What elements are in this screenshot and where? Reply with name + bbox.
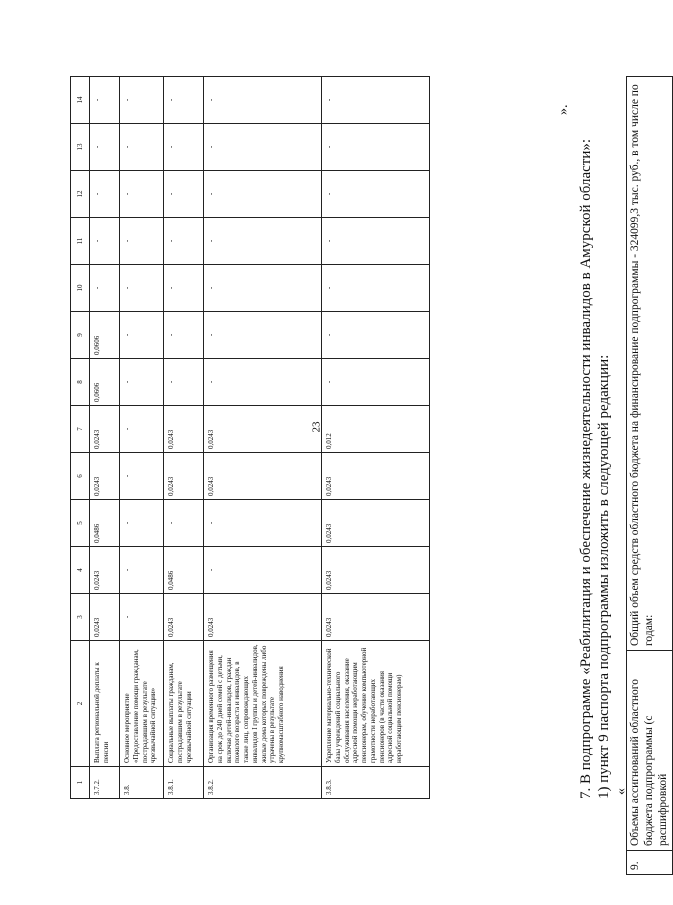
value-cell: 0,0243 <box>90 594 120 641</box>
value-cell: 0,0606 <box>90 312 120 359</box>
value-cell: - <box>204 124 322 171</box>
value-cell: - <box>120 547 164 594</box>
value-cell: - <box>322 359 430 406</box>
passport-label: Объемы ассигнований областного бюджета подпрограммы (с расшифровкой <box>627 651 673 851</box>
value-cell: - <box>120 312 164 359</box>
passport-row <box>627 77 673 875</box>
value-cell: - <box>120 171 164 218</box>
value-cell: - <box>120 453 164 500</box>
opening-quote: « <box>614 788 629 795</box>
column-number: 1 <box>71 767 90 799</box>
row-number: 3.8. <box>120 767 164 799</box>
column-number: 14 <box>71 77 90 124</box>
value-cell: - <box>322 171 430 218</box>
closing-quote: ». <box>556 104 571 115</box>
column-number: 5 <box>71 500 90 547</box>
value-cell: - <box>204 265 322 312</box>
value-cell: - <box>90 171 120 218</box>
table-row <box>164 77 204 799</box>
value-cell: - <box>164 171 204 218</box>
table-row <box>204 77 322 799</box>
column-number: 10 <box>71 265 90 312</box>
value-cell: - <box>164 500 204 547</box>
row-name: Организация временного размещения на срок до 240 дней семей с детьми, включая детей-инвалидов, граждан пожилого возраста и инвалидов, в также лиц, сопровождающих инвалидов I группы и детей-инвалидов, жилые дома которых повреждены либо утрачены в результате крупномасштабного наводнения <box>204 641 322 767</box>
value-cell: - <box>204 500 322 547</box>
value-cell: 0,0243 <box>164 594 204 641</box>
value-cell: - <box>204 171 322 218</box>
amendment-heading: 7. В подпрограмме «Реабилитация и обеспечение жизнедеятельности инвалидов в Амурской области»: <box>578 138 594 799</box>
value-cell: 0,012 <box>322 406 430 453</box>
row-name: Социальные выплаты гражданам, пострадавшим в результате чрезвычайной ситуации <box>164 641 204 767</box>
value-cell: - <box>164 218 204 265</box>
table-row <box>322 77 430 799</box>
value-cell: - <box>90 124 120 171</box>
column-number: 12 <box>71 171 90 218</box>
value-cell: - <box>204 359 322 406</box>
value-cell: - <box>204 218 322 265</box>
value-cell: - <box>164 265 204 312</box>
value-cell: - <box>120 359 164 406</box>
column-number: 9 <box>71 312 90 359</box>
value-cell: 0,0243 <box>322 500 430 547</box>
value-cell: 0,0243 <box>204 406 322 453</box>
table-row <box>90 77 120 799</box>
column-number: 11 <box>71 218 90 265</box>
value-cell: - <box>90 265 120 312</box>
row-number: 3.8.3. <box>322 767 430 799</box>
value-cell: - <box>120 406 164 453</box>
value-cell: - <box>120 124 164 171</box>
value-cell: - <box>164 124 204 171</box>
value-cell: - <box>120 594 164 641</box>
amendment-subheading: 1) пункт 9 паспорта подпрограммы изложить в следующей редакции: <box>596 354 612 799</box>
value-cell: 0,0243 <box>164 453 204 500</box>
column-number: 7 <box>71 406 90 453</box>
value-cell: - <box>322 312 430 359</box>
value-cell: 0,0243 <box>90 547 120 594</box>
value-cell: - <box>322 77 430 124</box>
value-cell: - <box>204 547 322 594</box>
value-cell: 0,0243 <box>204 453 322 500</box>
value-cell: - <box>164 77 204 124</box>
passport-table <box>626 76 673 875</box>
value-cell: 0,0243 <box>204 594 322 641</box>
value-cell: 0,0486 <box>90 500 120 547</box>
value-cell: - <box>90 77 120 124</box>
value-cell: - <box>322 218 430 265</box>
value-cell: - <box>120 77 164 124</box>
column-number-row <box>71 77 90 799</box>
column-number: 13 <box>71 124 90 171</box>
value-cell: 0,0243 <box>90 406 120 453</box>
value-cell: - <box>322 124 430 171</box>
value-cell: 0,0243 <box>322 453 430 500</box>
value-cell: - <box>120 218 164 265</box>
value-cell: - <box>322 265 430 312</box>
value-cell: - <box>164 359 204 406</box>
value-cell: - <box>120 500 164 547</box>
row-number: 3.7.2. <box>90 767 120 799</box>
table-row <box>120 77 164 799</box>
row-name: Основное мероприятие «Предоставление помощи гражданам, пострадавшим в результате чрезвычайной ситуации» <box>120 641 164 767</box>
value-cell: - <box>204 312 322 359</box>
page-number: 23 <box>310 421 323 433</box>
value-cell: 0,0243 <box>322 594 430 641</box>
passport-number: 9. <box>627 851 673 875</box>
value-cell: - <box>204 77 322 124</box>
value-cell: 0,0243 <box>322 547 430 594</box>
value-cell: 0,0243 <box>164 406 204 453</box>
column-number: 2 <box>71 641 90 767</box>
row-number: 3.8.1. <box>164 767 204 799</box>
value-cell: 0,0243 <box>90 453 120 500</box>
column-number: 8 <box>71 359 90 406</box>
program-table <box>70 76 430 799</box>
column-number: 6 <box>71 453 90 500</box>
column-number: 4 <box>71 547 90 594</box>
value-cell: 0,0486 <box>164 547 204 594</box>
value-cell: - <box>164 312 204 359</box>
value-cell: - <box>90 218 120 265</box>
rotated-sheet <box>0 65 669 905</box>
value-cell: - <box>120 265 164 312</box>
value-cell: 0,0606 <box>90 359 120 406</box>
row-name: Выплата региональной доплаты к пенсии <box>90 641 120 767</box>
row-name: Укрепление материально-технической базы учреждений социального обслуживания населения, оказание адресной помощи неработающим пенсионерам, обучение компьютерной грамотности неработающих пенсионеров (в части оказания адресной социальной помощи неработающим пенсионерам) <box>322 641 430 767</box>
passport-value: Общий объем средств областного бюджета на финансирование подпрограммы - 324099,3 тыс. руб., в том числе по годам: <box>627 77 673 651</box>
column-number: 3 <box>71 594 90 641</box>
row-number: 3.8.2. <box>204 767 322 799</box>
